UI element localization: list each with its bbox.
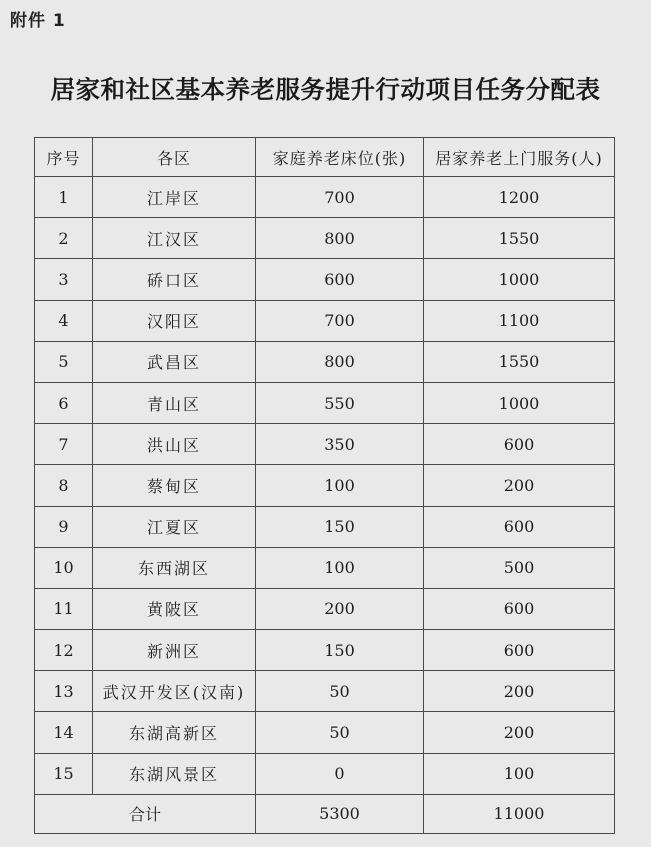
table-row (35, 259, 615, 300)
row-family-beds: 800 (256, 218, 424, 259)
row-district: 东湖风景区 (93, 753, 256, 794)
row-index: 3 (35, 259, 93, 300)
row-home-services: 1000 (424, 259, 615, 300)
total-row (35, 794, 615, 833)
row-family-beds: 0 (256, 753, 424, 794)
row-district: 江岸区 (93, 177, 256, 218)
row-index: 11 (35, 588, 93, 629)
row-index: 6 (35, 382, 93, 423)
row-home-services: 600 (424, 424, 615, 465)
row-district: 硚口区 (93, 259, 256, 300)
row-family-beds: 550 (256, 382, 424, 423)
row-index: 7 (35, 424, 93, 465)
row-index: 2 (35, 218, 93, 259)
table-body (35, 177, 615, 795)
row-home-services: 600 (424, 630, 615, 671)
row-district: 新洲区 (93, 630, 256, 671)
header-home-services: 居家养老上门服务(人) (424, 138, 615, 177)
table-row (35, 218, 615, 259)
row-family-beds: 50 (256, 712, 424, 753)
row-index: 9 (35, 506, 93, 547)
table-row (35, 712, 615, 753)
row-family-beds: 100 (256, 547, 424, 588)
row-family-beds: 50 (256, 671, 424, 712)
table-row (35, 588, 615, 629)
row-district: 武昌区 (93, 341, 256, 382)
table-row (35, 671, 615, 712)
row-home-services: 1550 (424, 218, 615, 259)
row-district: 东西湖区 (93, 547, 256, 588)
row-home-services: 1000 (424, 382, 615, 423)
total-label: 合计 (35, 794, 256, 833)
row-index: 10 (35, 547, 93, 588)
row-home-services: 600 (424, 506, 615, 547)
row-index: 5 (35, 341, 93, 382)
total-beds: 5300 (256, 794, 424, 833)
row-district: 蔡甸区 (93, 465, 256, 506)
total-services: 11000 (424, 794, 615, 833)
row-family-beds: 100 (256, 465, 424, 506)
row-family-beds: 800 (256, 341, 424, 382)
row-district: 汉阳区 (93, 300, 256, 341)
row-index: 14 (35, 712, 93, 753)
row-home-services: 200 (424, 712, 615, 753)
table-header-row (35, 138, 615, 177)
row-home-services: 200 (424, 671, 615, 712)
row-index: 4 (35, 300, 93, 341)
row-district: 江汉区 (93, 218, 256, 259)
task-allocation-table (34, 137, 615, 834)
header-family-beds: 家庭养老床位(张) (256, 138, 424, 177)
row-home-services: 200 (424, 465, 615, 506)
row-family-beds: 150 (256, 506, 424, 547)
table-row (35, 465, 615, 506)
row-home-services: 100 (424, 753, 615, 794)
table-row (35, 300, 615, 341)
row-district: 青山区 (93, 382, 256, 423)
table-row (35, 177, 615, 218)
row-index: 12 (35, 630, 93, 671)
row-district: 江夏区 (93, 506, 256, 547)
row-home-services: 1550 (424, 341, 615, 382)
row-district: 武汉开发区(汉南) (93, 671, 256, 712)
row-district: 洪山区 (93, 424, 256, 465)
row-home-services: 1100 (424, 300, 615, 341)
row-index: 15 (35, 753, 93, 794)
table-row (35, 424, 615, 465)
row-family-beds: 350 (256, 424, 424, 465)
row-home-services: 600 (424, 588, 615, 629)
row-family-beds: 200 (256, 588, 424, 629)
document-title: 居家和社区基本养老服务提升行动项目任务分配表 (50, 75, 601, 104)
row-index: 1 (35, 177, 93, 218)
row-district: 东湖高新区 (93, 712, 256, 753)
row-family-beds: 700 (256, 300, 424, 341)
row-home-services: 500 (424, 547, 615, 588)
row-index: 13 (35, 671, 93, 712)
table-row (35, 382, 615, 423)
row-index: 8 (35, 465, 93, 506)
table-row (35, 341, 615, 382)
row-home-services: 1200 (424, 177, 615, 218)
row-family-beds: 600 (256, 259, 424, 300)
attachment-label: 附件 1 (10, 11, 66, 31)
row-district: 黄陂区 (93, 588, 256, 629)
table-row (35, 506, 615, 547)
row-family-beds: 700 (256, 177, 424, 218)
header-index: 序号 (35, 138, 93, 177)
header-district: 各区 (93, 138, 256, 177)
table-row (35, 630, 615, 671)
table-row (35, 753, 615, 794)
row-family-beds: 150 (256, 630, 424, 671)
table-row (35, 547, 615, 588)
